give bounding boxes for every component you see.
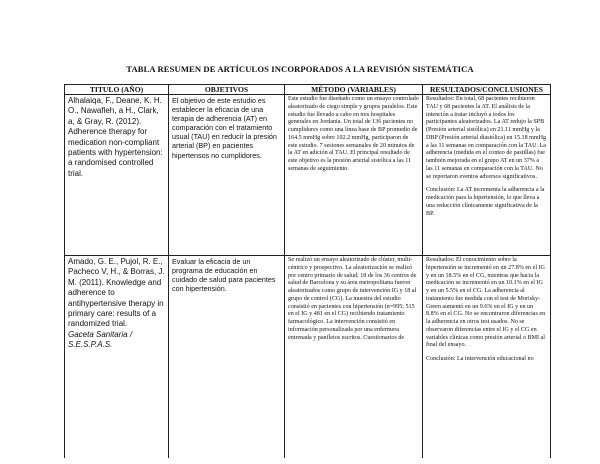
conclusion-text: Conclusión: La intervención educacional no — [426, 356, 534, 362]
header-method: MÉTODO (VARIABLES) — [285, 85, 423, 95]
objective-text: Evaluar la eficacia de un programa de educación en cuidado de salud para pacientes con hipertensión. — [172, 257, 276, 294]
journal-name: Gaceta Sanitaria / S.E.S.P.A.S. — [68, 329, 133, 350]
reference-cell — [65, 95, 169, 256]
objective-text: El objetivo de este estudio es establecer la eficacia de una terapia de adherencia (AT) en comparación con el tratamiento usual (TAU) en reducir la presión arterial (BP) en pacientes hipertensos no cumplidores. — [172, 96, 277, 160]
reference-text: Alhalaiqa, F., Deane, K. H. O., Nawafleh, a H., Clark, a, & Gray, R. (2012). Adherence therapy for medication non-compliant patients with hypertension: a randomised controlled trial. — [68, 96, 163, 178]
method-text: Este estudio fue diseñado como un ensayo controlado aleatorizado de ciego simple y grupos paralelos. Este estudio fue llevado a cabo en tres hospitales generales en Jordania. Un total de 136 pacientes no cumplidores como una línea base de BP promedio de 164.5 mmHg sobre 102.2 mmHg, participaron de este estudio. 7 sesiones semanales de 20 minutos de la AT en adición al TAU. El principal resultado de este objetivo es la presión arterial sistólica a las 11 semanas de seguimiento. — [288, 96, 419, 172]
method-text: Se realizó un ensayo aleatorizado de clúster, multi-céntrico y prospectivo. La aleatorización se realizó por centro primario de salud; 18 de los 36 centros de salud de Barcelona y su área metropolitana fueron aleatorizados como grupo de intervención IG y 18 al grupo de control (CG). La muestra del estudio consistió en pacientes con hipertensión (n=995; 515 en el IG y 481 en el CG) recibiendo tratamiento farmacológico. La intervención consistió en información personalizada por una enfermera entrenada y panfletos escritos. Cuestionarios de — [288, 257, 417, 341]
results-text: Resultados: El conocimiento sobre la hipertensión se incrementó en un 27.8% en el IG y en un 18.5% en el CG, mientras que hacia la medicación se incrementó en un 10.1% en el IG y en un 5.5% en el CG. La adherencia al tratamiento fue medida con el test de Morisky-Green aumentó en un 9.6% en el IG y en un 8.8% en el CG. No se encontraron diferencias en la adherencia en otros test usados. No se observaron diferencias entre el IG y el CG en variables clínicas como presión arterial o BMI al final del ensayo. — [426, 257, 546, 349]
results-text: Resultados: En total, 68 pacientes recibieron TAU y 68 pacientes la AT. El análisis de la intención a tratar incluyó a todos los participantes aleatorizados. La AT redujo la SPB (Presión arterial sistólica) en 21.11 mmHg y la DBP (Presión arterial diastólica) en 15.18 mmHg a las 11 semanas en comparación con la TAU. La adherencia (medida en el conteo de pastillas) fue también mejorada en el grupo AT en un 37% a las 11 semanas en comparación con la TAU. No se reportaron eventos adversos significativos. — [426, 96, 547, 180]
objective-cell — [169, 95, 285, 256]
summary-table — [64, 84, 551, 458]
reference-cell — [65, 256, 169, 459]
header-objectives: OBJETIVOS — [169, 85, 285, 95]
table-row — [65, 95, 551, 256]
table-row — [65, 256, 551, 459]
method-cell — [285, 95, 423, 256]
method-cell — [285, 256, 423, 459]
objective-cell — [169, 256, 285, 459]
reference-text: Amado, G. E., Pujol, R. E., Pacheco V, H., & Borras, J. M. (2011). Knowledge and adherence to antihypertensive therapy in primary care: results of a randomized trial. — [68, 257, 165, 329]
conclusion-text: Conclusión: La AT incrementa la adherencia a la medicación para la hipertensión, lo que lleva a una reducción clínicamente significativa de la BP. — [426, 187, 545, 217]
header-results: RESULTADOS/CONCLUSIONES — [423, 85, 551, 95]
header-title-year: TITULO (AÑO) — [65, 85, 169, 95]
results-cell — [423, 95, 551, 256]
document-title: TABLA RESUMEN DE ARTÍCULOS INCORPORADOS A LA REVISIÓN SISTEMÁTICA — [126, 64, 474, 74]
results-cell — [423, 256, 551, 459]
table-header-row — [65, 85, 551, 95]
